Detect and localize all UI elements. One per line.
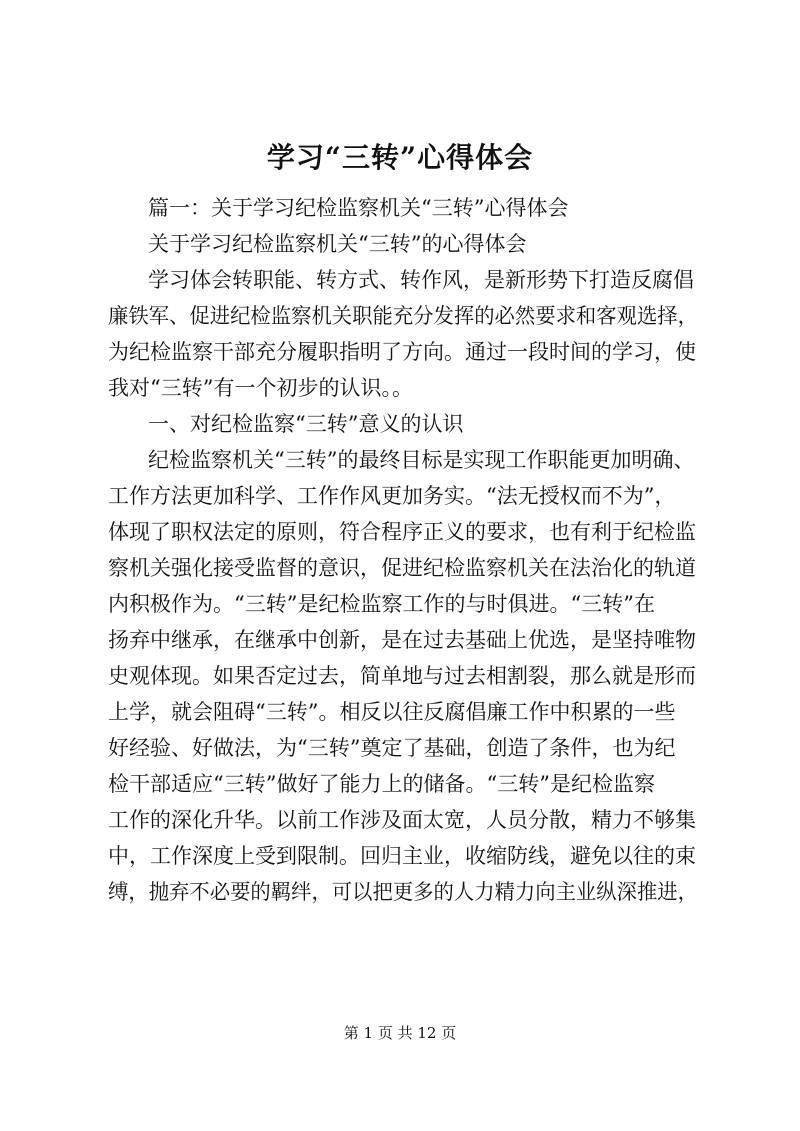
document-title: 学习“三转”心得体会 — [266, 141, 534, 174]
body-line: 一、对纪检监察“三转”意义的认识 — [148, 412, 464, 436]
body-line: 纪检监察机关“三转”的最终目标是实现工作职能更加明确、 — [148, 448, 695, 472]
body-line: 为纪检监察干部充分履职指明了方向。通过一段时间的学习，使 — [108, 340, 696, 364]
body-line: 廉铁军、促进纪检监察机关职能充分发挥的必然要求和客观选择， — [108, 304, 698, 328]
body-line: 学习体会转职能、转方式、转作风，是新形势下打造反腐倡 — [148, 268, 694, 292]
body-line: 上学，就会阻碍“三转”。相反以往反腐倡廉工作中积累的一些 — [108, 700, 676, 724]
body-line: 扬弃中继承，在继承中创新，是在过去基础上优选，是坚持唯物 — [108, 628, 696, 652]
body-line: 内积极作为。“三转”是纪检监察工作的与时俱进。“三转”在 — [108, 592, 655, 616]
body-line: 体现了职权法定的原则，符合程序正义的要求，也有利于纪检监 — [108, 520, 696, 544]
body-line: 检干部适应“三转”做好了能力上的储备。“三转”是纪检监察 — [108, 772, 655, 796]
body-line: 缚，抛弃不必要的羁绊，可以把更多的人力精力向主业纵深推进， — [108, 880, 698, 904]
page-footer: 第 1 页 共 12 页 — [343, 1024, 457, 1042]
body-line: 篇一：关于学习纪检监察机关“三转”心得体会 — [148, 196, 569, 220]
body-line: 好经验、好做法，为“三转”奠定了基础，创造了条件，也为纪 — [108, 736, 676, 760]
body-line: 中，工作深度上受到限制。回归主业，收缩防线，避免以往的束 — [108, 844, 696, 868]
body-line: 工作方法更加科学、工作作风更加务实。“法无授权而不为”， — [108, 484, 676, 508]
body-line: 工作的深化升华。以前工作涉及面太宽，人员分散，精力不够集 — [108, 808, 696, 832]
body-line: 我对“三转”有一个初步的认识。。 — [108, 376, 413, 400]
body-line: 察机关强化接受监督的意识，促进纪检监察机关在法治化的轨道 — [108, 556, 696, 580]
body-line: 关于学习纪检监察机关“三转”的心得体会 — [148, 232, 527, 256]
body-line: 史观体现。如果否定过去，简单地与过去相割裂，那么就是形而 — [108, 664, 696, 688]
